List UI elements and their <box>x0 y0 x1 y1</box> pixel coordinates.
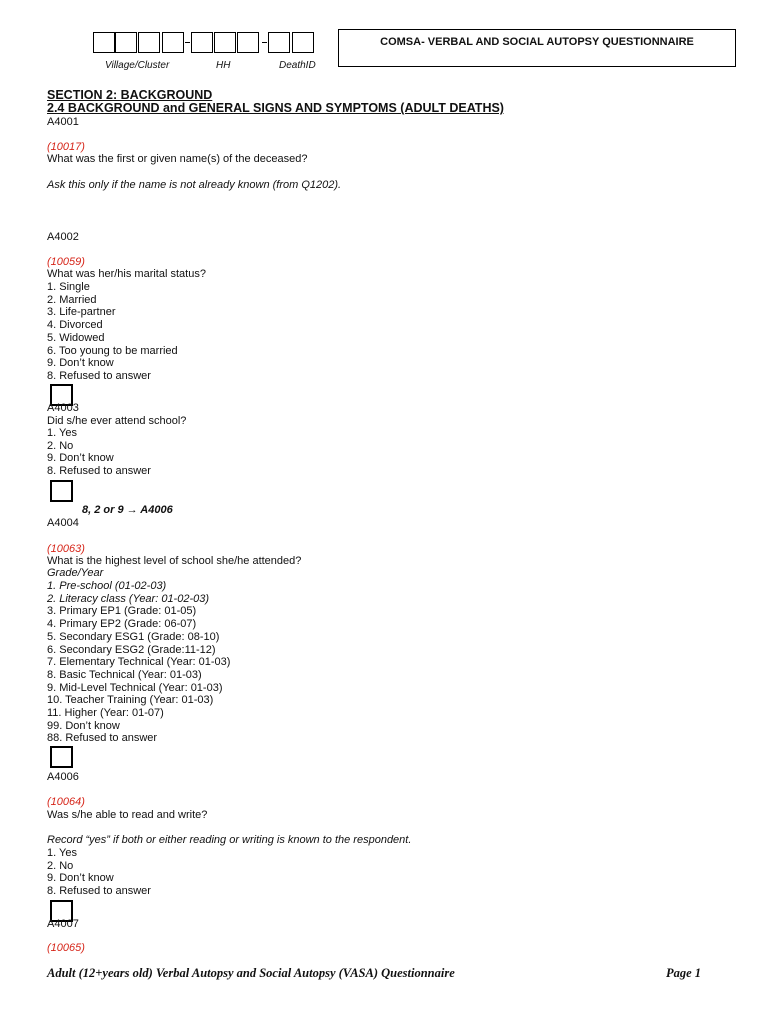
separator-dash <box>185 42 190 43</box>
answer-options <box>47 847 151 898</box>
option: 5. Secondary ESG1 (Grade: 08-10) <box>47 630 220 643</box>
separator-dash <box>262 42 267 43</box>
section-title: SECTION 2: BACKGROUND <box>47 88 213 102</box>
question-id: A4002 <box>47 231 79 243</box>
question-code: (10017) <box>47 141 85 153</box>
option: 2. Literacy class (Year: 01-02-03) <box>47 592 210 605</box>
death-cell-2[interactable] <box>292 32 314 53</box>
question-code: (10065) <box>47 942 85 954</box>
question-id: A4003 <box>47 402 79 414</box>
question-text: Was s/he able to read and write? <box>47 809 208 821</box>
question-text: What was the first or given name(s) of the deceased? <box>47 153 308 165</box>
option: 8. Refused to answer <box>47 465 151 478</box>
option: 8. Basic Technical (Year: 01-03) <box>47 668 202 681</box>
village-cell-4[interactable] <box>162 32 184 53</box>
option: 3. Primary EP1 (Grade: 01-05) <box>47 605 197 618</box>
option: 6. Secondary ESG2 (Grade:11-12) <box>47 643 216 656</box>
page-number: Page 1 <box>666 966 702 980</box>
option: 1. Yes <box>47 847 77 859</box>
option: 6. Too young to be married <box>47 344 178 357</box>
question-id: A4007 <box>47 918 79 930</box>
question-code: (10063) <box>47 543 85 555</box>
option: 8. Refused to answer <box>47 369 151 382</box>
hh-cell-2[interactable] <box>214 32 236 53</box>
question-code: (10059) <box>47 256 85 268</box>
interviewer-note: Record “yes” if both or either reading or writing is known to the respondent. <box>47 834 412 846</box>
option: 7. Elementary Technical (Year: 01-03) <box>47 656 231 669</box>
answer-options <box>47 427 151 478</box>
answer-box[interactable] <box>50 480 73 502</box>
question-id: A4004 <box>47 517 79 529</box>
option: 9. Don’t know <box>47 872 114 885</box>
option: 9. Don’t know <box>47 357 114 370</box>
subsection-title: 2.4 BACKGROUND and GENERAL SIGNS AND SYMPTOMS (ADULT DEATHS) <box>47 101 504 115</box>
footer-title: Adult (12+years old) Verbal Autopsy and Social Autopsy (VASA) Questionnaire <box>47 966 455 980</box>
village-cluster-label: Village/Cluster <box>105 60 170 71</box>
option: 10. Teacher Training (Year: 01-03) <box>47 694 214 707</box>
option: 2. Married <box>47 293 97 306</box>
option: 2. No <box>47 439 74 452</box>
answer-options <box>47 281 178 383</box>
question-text: What is the highest level of school she/he attended? <box>47 555 302 567</box>
option: 3. Life-partner <box>47 306 116 319</box>
hh-label: HH <box>216 60 231 71</box>
option: 4. Divorced <box>47 319 103 332</box>
skip-instruction: 8, 2 or 9 → A4006 <box>82 504 173 516</box>
question-id: A4006 <box>47 771 79 783</box>
option: 1. Pre-school (01-02-03) <box>47 580 167 592</box>
death-id-label: DeathID <box>279 60 316 71</box>
option: 1. Single <box>47 281 90 293</box>
option: 8. Refused to answer <box>47 885 151 898</box>
answer-box[interactable] <box>50 746 73 768</box>
option: 2. No <box>47 859 74 872</box>
death-cell-1[interactable] <box>268 32 290 53</box>
interviewer-note: Ask this only if the name is not already known (from Q1202). <box>47 179 342 191</box>
questionnaire-title: COMSA- VERBAL AND SOCIAL AUTOPSY QUESTIONNAIRE <box>338 29 736 67</box>
option: 9. Don’t know <box>47 452 114 465</box>
answer-options <box>47 580 230 745</box>
option: 99. Don’t know <box>47 719 120 732</box>
option: 11. Higher (Year: 01-07) <box>47 707 164 720</box>
village-cell-2[interactable] <box>115 32 137 53</box>
question-text: What was her/his marital status? <box>47 268 206 280</box>
village-cell-1[interactable] <box>93 32 115 53</box>
question-id: A4001 <box>47 116 79 128</box>
option: 4. Primary EP2 (Grade: 06-07) <box>47 618 197 631</box>
village-cell-3[interactable] <box>138 32 160 53</box>
option: 9. Mid-Level Technical (Year: 01-03) <box>47 681 223 694</box>
answer-subtext: Grade/Year <box>47 567 104 579</box>
option: 5. Widowed <box>47 331 105 344</box>
option: 1. Yes <box>47 427 77 439</box>
question-code: (10064) <box>47 796 85 808</box>
option: 88. Refused to answer <box>47 732 158 745</box>
hh-cell-3[interactable] <box>237 32 259 53</box>
question-text: Did s/he ever attend school? <box>47 415 187 427</box>
hh-cell-1[interactable] <box>191 32 213 53</box>
